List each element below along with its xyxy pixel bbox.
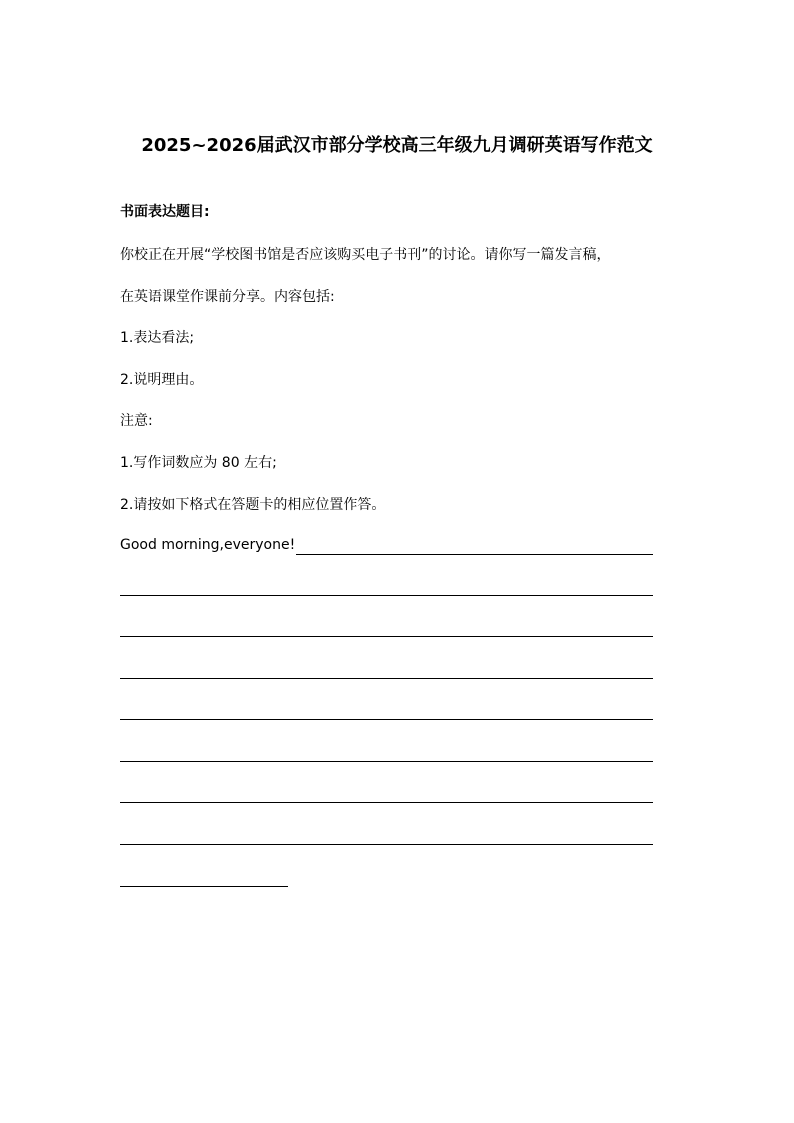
answer-line [120,761,653,762]
answer-blank-line [296,537,653,555]
document-title: 2025~2026届武汉市部分学校高三年级九月调研英语写作范文 [141,135,653,156]
answer-greeting-row [120,535,653,555]
answer-line [120,678,653,679]
section-heading: 书面表达题目: [120,204,210,220]
answer-line [120,636,653,637]
answer-line [120,844,653,845]
answer-line [120,595,653,596]
content-item-1: 1.表达看法; [120,330,195,346]
notes-heading: 注意: [120,413,153,429]
prompt-line-1: 你校正在开展“学校图书馆是否应该购买电子书刊”的讨论。请你写一篇发言稿， [120,247,611,263]
answer-line [120,719,653,720]
prompt-line-2: 在英语课堂作课前分享。内容包括: [120,289,335,305]
answer-line [120,802,653,803]
content-item-2: 2.说明理由。 [120,372,204,388]
note-item-2: 2.请按如下格式在答题卡的相应位置作答。 [120,497,386,513]
answer-line-short [120,886,288,887]
note-item-1: 1.写作词数应为 80 左右; [120,455,277,471]
greeting-text: Good morning,everyone! [120,537,296,553]
